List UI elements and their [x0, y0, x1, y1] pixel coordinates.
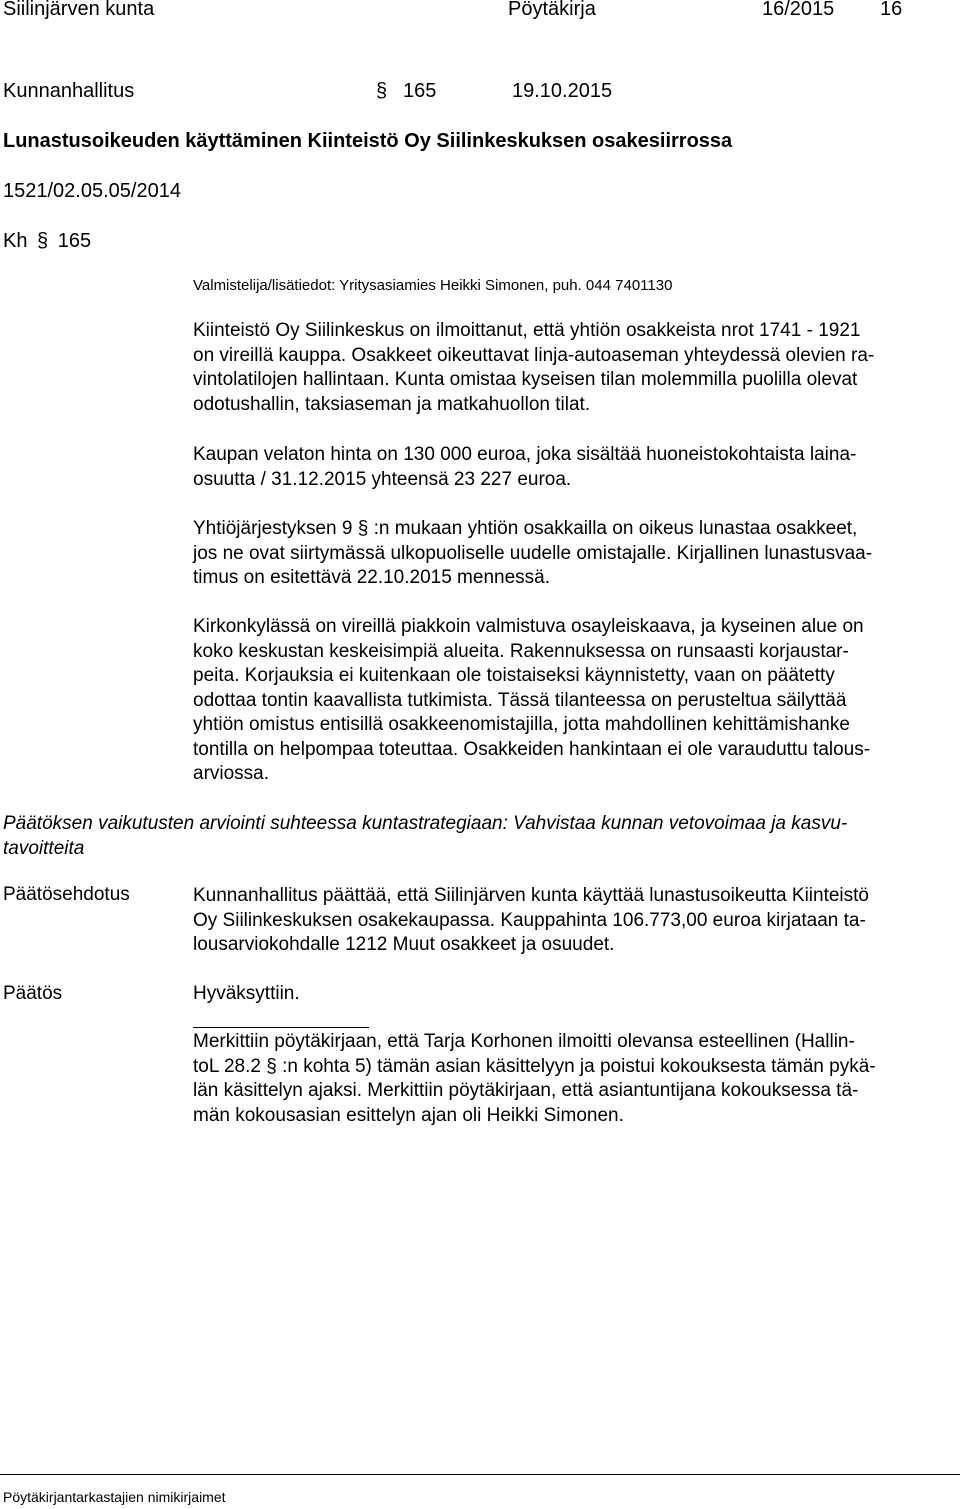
paragraph-line: Kiinteistö Oy Siilinkeskus on ilmoittanut, että yhtiön osakkeista nrot 1741 - 1921	[193, 320, 861, 341]
paragraph-line: odotushallin, taksiaseman ja matkahuollon tilat.	[193, 393, 591, 415]
kh-number: 165	[57, 230, 92, 252]
paragraph-line: Yhtiöjärjestyksen 9 § :n mukaan yhtiön osakkailla on oikeus lunastaa osakkeet,	[193, 518, 858, 539]
kh-line	[3, 230, 91, 253]
signature-label: Pöytäkirjantarkastajien nimikirjaimet	[3, 1489, 226, 1505]
page-title: Lunastusoikeuden käyttäminen Kiinteistö Oy Siilinkeskuksen osakesiirrossa	[3, 130, 733, 152]
paragraph-line: peita. Korjauksia ei kuitenkaan ole toistaiseksi käynnistetty, vaan on päätetty	[193, 665, 835, 686]
paragraph-4	[193, 615, 953, 787]
paragraph-line: yhtiön omistus entisillä osakkeenomistajilla, jotta mahdollinen kehittämishanke	[193, 714, 850, 735]
paragraph-line: vintolatilojen hallintaan. Kunta omistaa kyseisen tilan molemmilla puolilla olevat	[193, 369, 858, 390]
notes-line: län käsittelyn ajaksi. Merkittiin pöytäkirjaan, että asiantuntijana kokouksessa tä-	[193, 1080, 859, 1101]
header-page-number: 16	[880, 0, 903, 20]
paragraph-line: tontilla on helpompaa toteuttaa. Osakkeiden hankintaan ei ole varauduttu talous-	[193, 738, 871, 760]
header-municipality: Siilinjärven kunta	[3, 0, 155, 20]
paragraph-2	[193, 443, 953, 492]
paragraph-line: Kaupan velaton hinta on 130 000 euroa, joka sisältää huoneistokohtaista laina-	[193, 444, 857, 465]
paragraph-line: arviossa.	[193, 763, 270, 784]
paragraph-line: koko keskustan keskeisimpiä alueita. Rakennuksessa on runsaasti korjaustar-	[193, 640, 849, 662]
paragraph-line: odottaa tontin kaavallista tutkimista. Tässä tilanteessa on perusteltua säilyttää	[193, 689, 847, 711]
paragraph-3	[193, 517, 953, 591]
strategy-line: Päätöksen vaikutusten arviointi suhteessa kuntastrategiaan: Vahvistaa kunnan vetovoimaa ja kasvu-	[3, 813, 848, 834]
header-doc-number: 16/2015	[762, 0, 835, 20]
record-id: 1521/02.05.05/2014	[3, 180, 181, 202]
decision-notes	[193, 1030, 953, 1128]
proposal-line: lousarviokohdalle 1212 Muut osakkeet ja osuudet.	[193, 934, 615, 955]
notes-line: Merkittiin pöytäkirjaan, että Tarja Korhonen ilmoitti olevansa esteellinen (Hallin-	[193, 1031, 855, 1052]
notes-line: toL 28.2 § :n kohta 5) tämän asian käsittelyyn ja poistui kokouksesta tämän pykä-	[193, 1055, 876, 1077]
kh-prefix: Kh	[3, 230, 28, 252]
paragraph-1	[193, 319, 953, 417]
strategy-line: tavoitteita	[3, 837, 85, 859]
proposal-label: Päätösehdotus	[3, 884, 130, 905]
paragraph-line: Kirkonkylässä on vireillä piakkoin valmistuva osayleiskaava, ja kyseinen alue on	[193, 616, 864, 637]
preparer-info: Valmistelija/lisätiedot: Yritysasiamies Heikki Simonen, puh. 044 7401130	[193, 277, 673, 294]
paragraph-line: timus on esitettävä 22.10.2015 mennessä.	[193, 567, 551, 588]
strategy-assessment	[3, 812, 953, 861]
meeting-section-symbol: §	[376, 80, 388, 102]
decision-label: Päätös	[3, 983, 63, 1004]
paragraph-line: jos ne ovat siirtymässä ulkopuoliselle uudelle omistajalle. Kirjallinen lunastusvaa-	[193, 542, 873, 564]
notes-separator	[193, 1027, 369, 1028]
paragraph-line: osuutta / 31.12.2015 yhteensä 23 227 euroa.	[193, 468, 572, 490]
meeting-body: Kunnanhallitus	[3, 80, 135, 102]
proposal-line: Kunnanhallitus päättää, että Siilinjärven kunta käyttää lunastusoikeutta Kiinteistö	[193, 885, 869, 906]
meeting-section: 165	[403, 80, 437, 102]
footer-rule	[0, 1474, 960, 1475]
notes-line: män kokousasian esittelyn ajan oli Heikki Simonen.	[193, 1104, 624, 1126]
meeting-date: 19.10.2015	[512, 80, 613, 102]
proposal-line: Oy Siilinkeskuksen osakekaupassa. Kauppahinta 106.773,00 euroa kirjataan ta-	[193, 909, 866, 931]
header-doc-type: Pöytäkirja	[508, 0, 596, 20]
proposal-text	[193, 884, 953, 958]
decision-text: Hyväksyttiin.	[193, 983, 300, 1004]
kh-section-symbol: §	[37, 230, 49, 252]
paragraph-line: on vireillä kauppa. Osakkeet oikeuttavat linja-autoaseman yhteydessä olevien ra-	[193, 344, 875, 366]
